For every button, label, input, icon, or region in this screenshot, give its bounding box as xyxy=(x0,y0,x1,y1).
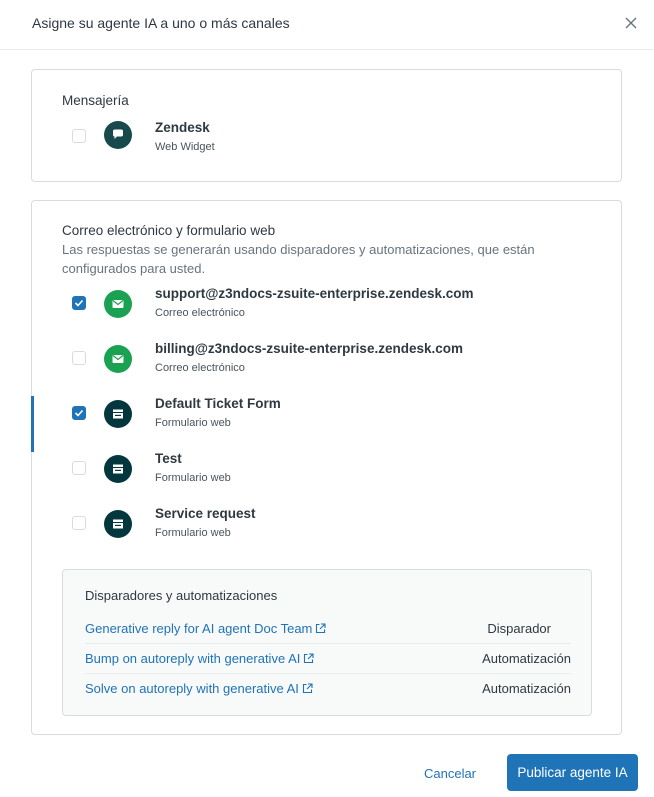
form-icon xyxy=(104,400,132,428)
channel-checkbox[interactable] xyxy=(72,129,86,143)
external-link-icon xyxy=(302,683,313,694)
email-webform-description: Las respuestas se generarán usando disparadores y automatizaciones, que están configurados para usted. xyxy=(62,242,535,276)
trigger-link-label[interactable]: Generative reply for AI agent Doc Team xyxy=(85,621,313,636)
trigger-type: Disparador xyxy=(487,621,551,636)
automation-link[interactable] xyxy=(85,681,313,696)
channel-name: Zendesk xyxy=(155,120,210,135)
channel-checkbox[interactable] xyxy=(72,406,86,420)
channel-type: Formulario web xyxy=(155,417,231,429)
cancel-button[interactable]: Cancelar xyxy=(415,756,485,790)
channel-type: Web Widget xyxy=(155,141,215,153)
automation-type: Automatización xyxy=(482,681,571,696)
channel-row-test[interactable] xyxy=(32,451,621,501)
channel-checkbox[interactable] xyxy=(72,351,86,365)
envelope-icon xyxy=(104,290,132,318)
external-link-icon xyxy=(315,623,326,634)
channel-name: Test xyxy=(155,451,182,466)
channel-type: Correo electrónico xyxy=(155,362,245,374)
channel-row-billing-email[interactable] xyxy=(32,341,621,391)
automation-link-label[interactable]: Bump on autoreply with generative AI xyxy=(85,651,301,666)
triggers-automations-panel xyxy=(62,569,592,716)
email-webform-card xyxy=(31,200,622,735)
trigger-link[interactable] xyxy=(85,621,326,636)
automation-row xyxy=(85,644,571,674)
external-link-icon xyxy=(303,653,314,664)
publish-ai-agent-button[interactable]: Publicar agente IA xyxy=(507,754,638,791)
close-icon[interactable] xyxy=(622,14,640,32)
form-icon xyxy=(104,510,132,538)
channel-name: Service request xyxy=(155,506,256,521)
channel-row-service-request[interactable] xyxy=(32,506,621,556)
automation-link-label[interactable]: Solve on autoreply with generative AI xyxy=(85,681,299,696)
channel-row-zendesk[interactable] xyxy=(32,120,621,170)
automation-link[interactable] xyxy=(85,651,314,666)
trigger-row xyxy=(85,614,571,644)
channel-checkbox[interactable] xyxy=(72,516,86,530)
automation-row xyxy=(85,674,571,704)
modal-header xyxy=(0,0,654,50)
channel-row-support-email[interactable] xyxy=(32,286,621,336)
messaging-card xyxy=(31,69,622,182)
channel-checkbox[interactable] xyxy=(72,296,86,310)
envelope-icon xyxy=(104,345,132,373)
form-icon xyxy=(104,455,132,483)
modal-title: Asigne su agente IA a uno o más canales xyxy=(32,15,290,31)
channel-name: billing@z3ndocs-zsuite-enterprise.zendesk.com xyxy=(155,341,463,356)
triggers-title: Disparadores y automatizaciones xyxy=(85,588,278,603)
channel-checkbox[interactable] xyxy=(72,461,86,475)
email-webform-title: Correo electrónico y formulario web xyxy=(62,223,276,238)
channel-type: Formulario web xyxy=(155,527,231,539)
automation-type: Automatización xyxy=(482,651,571,666)
channel-row-default-ticket-form[interactable] xyxy=(32,396,621,446)
channel-name: Default Ticket Form xyxy=(155,396,281,411)
messaging-title: Mensajería xyxy=(62,93,129,108)
channel-name: support@z3ndocs-zsuite-enterprise.zendesk.com xyxy=(155,286,474,301)
chat-bubble-icon xyxy=(104,121,132,149)
channel-type: Formulario web xyxy=(155,472,231,484)
channel-type: Correo electrónico xyxy=(155,307,245,319)
